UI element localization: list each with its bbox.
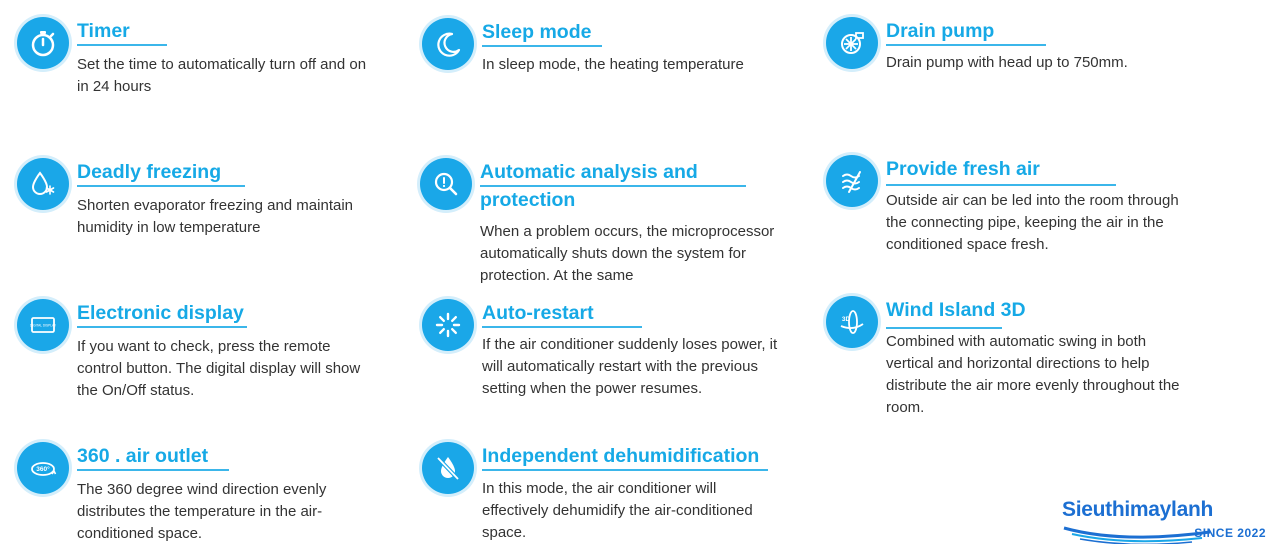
magnifier-alert-icon: [420, 158, 472, 210]
feature-wind-island-3d: [826, 296, 1226, 421]
feature-title: Automatic analysis and protection: [480, 161, 698, 211]
wind-3d-icon: [826, 296, 878, 348]
title-underline: [886, 44, 1046, 46]
feature-auto-restart: [422, 299, 792, 424]
title-underline: [77, 326, 247, 328]
feature-description: In sleep mode, the heating temperature: [482, 56, 744, 73]
feature-title: Drain pump: [886, 20, 995, 42]
feature-description: Shorten evaporator freezing and maintain humidity in low temperature: [77, 197, 354, 236]
title-underline: [482, 45, 602, 47]
title-underline: [886, 184, 1116, 186]
feature-deadly-freezing: [17, 158, 387, 248]
feature-description: If you want to check, press the remote control button. The digital display will show the On/Off status.: [77, 338, 361, 399]
feature-dehumidification: [422, 442, 792, 542]
logo-wave-graphic: [1062, 522, 1212, 544]
brand-logo: [1062, 498, 1274, 546]
title-underline: [482, 469, 768, 471]
stopwatch-icon: [17, 17, 69, 69]
feature-description: When a problem occurs, the microprocessor automatically shuts down the system for protection. At the same: [480, 223, 775, 284]
feature-title: 360 . air outlet: [77, 445, 209, 467]
feature-title: Electronic display: [77, 302, 244, 324]
feature-fresh-air: [826, 155, 1226, 265]
digital-display-icon: [17, 299, 69, 351]
restart-spinner-icon: [422, 299, 474, 351]
brand-name: Sieuthimaylanh: [1062, 498, 1214, 521]
feature-title: Deadly freezing: [77, 161, 222, 183]
feature-title: Provide fresh air: [886, 158, 1040, 180]
title-underline: [77, 469, 229, 471]
feature-360-air-outlet: [17, 442, 387, 542]
feature-title: Auto-restart: [482, 302, 594, 324]
no-drop-icon: [422, 442, 474, 494]
feature-electronic-display: [17, 299, 387, 409]
title-underline: [77, 44, 167, 46]
rotate-icon-label: 360°: [36, 466, 50, 473]
pump-icon: [826, 17, 878, 69]
feature-title: Independent dehumidification: [482, 445, 760, 467]
rotate-360-icon: [17, 442, 69, 494]
title-underline: [480, 185, 746, 187]
fresh-air-icon: [826, 155, 878, 207]
feature-title: Wind Island 3D: [886, 299, 1026, 321]
feature-automatic-analysis: [420, 158, 790, 288]
water-drop-snowflake-icon: [17, 158, 69, 210]
feature-sleep-mode: [422, 18, 792, 88]
feature-description: Drain pump with head up to 750mm.: [886, 54, 1128, 71]
feature-description: Outside air can be led into the room through the connecting pipe, keeping the air in the conditioned space fresh.: [886, 192, 1179, 253]
feature-drain-pump: [826, 17, 1226, 87]
feature-description: If the air conditioner suddenly loses power, it will automatically restart with the previous setting when the power resumes.: [482, 336, 778, 397]
wind-icon-label: 3D: [841, 316, 851, 323]
feature-title: Timer: [77, 20, 130, 42]
brand-tagline: SINCE 2022: [1194, 526, 1266, 540]
title-underline: [77, 185, 245, 187]
feature-description: Combined with automatic swing in both vertical and horizontal directions to help distribute the air more evenly throughout the room.: [886, 333, 1180, 416]
feature-description: Set the time to automatically turn off and on in 24 hours: [77, 56, 367, 95]
title-underline: [886, 327, 1002, 329]
feature-timer: [17, 17, 387, 107]
feature-title: Sleep mode: [482, 21, 592, 43]
moon-icon: [422, 18, 474, 70]
feature-description: In this mode, the air conditioner will effectively dehumidify the air-conditioned space.: [482, 480, 753, 541]
title-underline: [482, 326, 642, 328]
feature-description: The 360 degree wind direction evenly distributes the temperature in the air-conditioned space.: [77, 481, 327, 542]
display-icon-label: DIGITAL DISPLAY: [29, 323, 57, 328]
